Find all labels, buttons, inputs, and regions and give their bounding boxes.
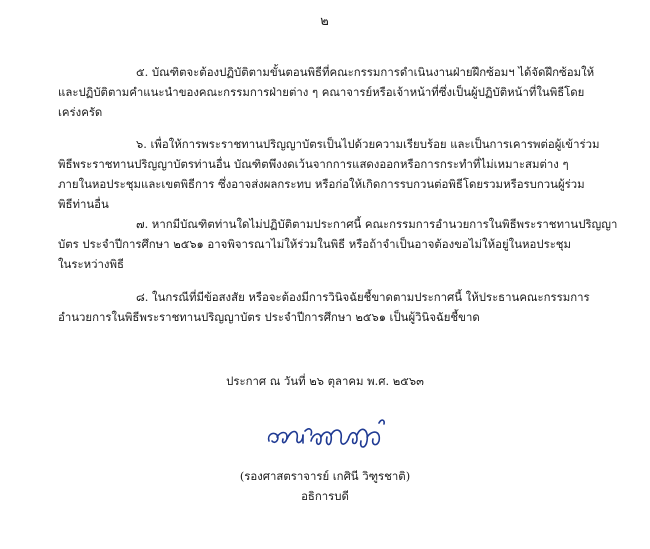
paragraph-line: ๗. หากมีบัณฑิตท่านใดไม่ปฏิบัติตามประกาศนี้ คณะกรรมการอำนวยการในพิธีพระราชทานปริญญา (136, 217, 618, 231)
paragraph-line: ๖. เพื่อให้การพระราชทานปริญญาบัตรเป็นไปด้วยความเรียบร้อย และเป็นการเคารพต่อผู้เข้าร่วม (136, 137, 600, 151)
paragraph-line: และปฏิบัติตามคำแนะนำของคณะกรรมการฝ่ายต่าง ๆ คณาจารย์หรือเจ้าหน้าที่ซึ่งเป็นผู้ปฏิบัติหน้าที่ในพิธีโดย (58, 85, 585, 99)
handwritten-signature (263, 415, 393, 457)
signer-name: (รองศาสตราจารย์ เกศินี วิฑูรชาติ) (239, 469, 411, 483)
paragraph-5 (58, 62, 618, 122)
paragraph-line: บัตร ประจำปีการศึกษา ๒๕๖๑ อาจพิจารณาไม่ให้ร่วมในพิธี หรือถ้าจำเป็นอาจต้องขอไม่ให้อยู่ในหอประชุม (58, 237, 572, 251)
paragraph-line: พิธีพระราชทานปริญญาบัตรท่านอื่น บัณฑิตพึงงดเว้นจากการแสดงออกหรือการกระทำที่ไม่เหมาะสมต่าง ๆ (58, 157, 569, 171)
signer-title: อธิการบดี (301, 489, 349, 503)
announcement-date: ประกาศ ณ วันที่ ๒๖ ตุลาคม พ.ศ. ๒๕๖๓ (226, 374, 424, 388)
paragraph-line: ๘. ในกรณีที่มีข้อสงสัย หรือจะต้องมีการวินิจฉัยชี้ขาดตามประกาศนี้ ให้ประธานคณะกรรมการ (136, 290, 590, 304)
paragraph-line: ในระหว่างพิธี (58, 257, 124, 271)
paragraph-line: พิธีท่านอื่น (58, 197, 109, 211)
page-number: ๒ (320, 14, 330, 29)
paragraph-line: ๕. บัณฑิตจะต้องปฏิบัติตามขั้นตอนพิธีที่คณะกรรมการดำเนินงานฝ่ายฝึกซ้อมฯ ได้จัดฝึกซ้อมให้ (136, 65, 595, 79)
paragraph-line: เคร่งครัด (58, 105, 103, 119)
paragraph-line: ภายในหอประชุมและเขตพิธีการ ซึ่งอาจส่งผลกระทบ หรือก่อให้เกิดการรบกวนต่อพิธีโดยรวมหรือรบกวนผู้ร่วม (58, 177, 585, 191)
paragraph-6 (58, 134, 618, 214)
paragraph-8 (58, 287, 618, 327)
paragraph-line: อำนวยการในพิธีพระราชทานปริญญาบัตร ประจำปีการศึกษา ๒๕๖๑ เป็นผู้วินิจฉัยชี้ขาด (58, 310, 480, 324)
paragraph-7 (58, 214, 618, 274)
